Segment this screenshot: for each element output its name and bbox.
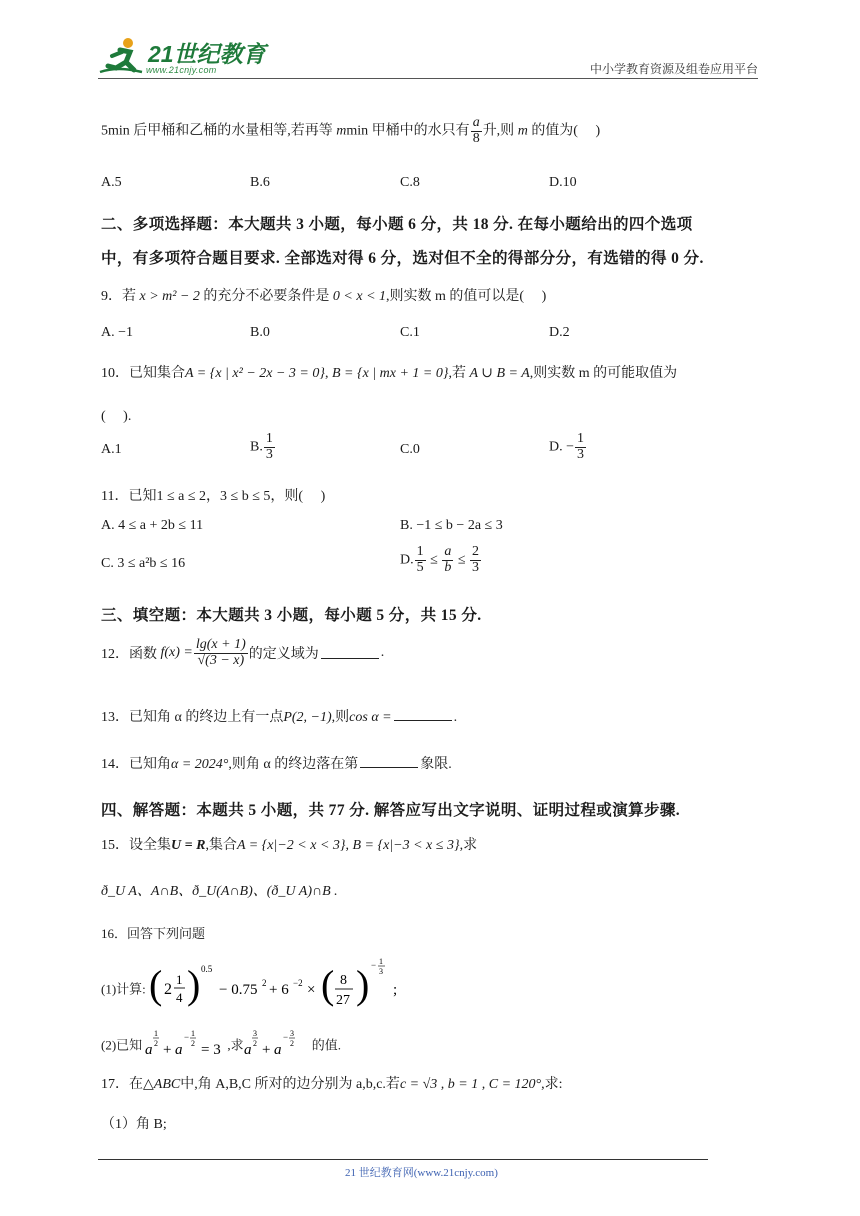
q10-option-a: A.1 (101, 442, 122, 457)
site-logo (98, 36, 268, 78)
svg-text:+ 6: + 6 (269, 982, 289, 998)
footer-divider (98, 1159, 708, 1160)
svg-text:+: + (163, 1042, 172, 1058)
q9-option-a: A. −1 (101, 325, 134, 340)
logo-url: www.21cnjy.com (146, 65, 217, 75)
q16-part2-condition (145, 1028, 227, 1060)
svg-text:): ) (187, 962, 201, 1007)
section-4-heading: 四、解答题：本题共 5 小题，共 77 分. 解答应写出文字说明、证明过程或演算步骤. (101, 802, 681, 819)
q10-option-c: C.0 (400, 442, 420, 457)
svg-text:2: 2 (191, 1039, 196, 1048)
header-divider (98, 78, 758, 79)
svg-text:3: 3 (289, 1029, 294, 1038)
svg-text:−: − (371, 960, 377, 970)
q16-part1-expression (149, 958, 429, 1018)
q16-title: 16．回答下列问题 (101, 926, 206, 941)
q8-option-a: A.5 (101, 175, 122, 190)
q10-option-d: D. − $\frac{1}{3}$ (549, 431, 585, 462)
q12-answer-blank[interactable] (321, 648, 379, 659)
svg-text:a: a (243, 1042, 252, 1058)
svg-text:(: ( (149, 962, 163, 1007)
q8-option-b: B.6 (250, 175, 270, 190)
q8-fraction: $\frac{a}{8}$ (472, 115, 480, 146)
q10-option-b: B. $\frac{1}{3}$ (250, 431, 273, 462)
q11-option-d: D. $\frac{1}{5}$ ≤ $\frac{a}{b}$ ≤ $\frac{2}{3}$ (400, 544, 479, 575)
svg-text:2: 2 (154, 1039, 159, 1048)
svg-text:4: 4 (176, 990, 183, 1005)
svg-text:3: 3 (252, 1029, 257, 1038)
platform-name: 中小学教育资源及组卷应用平台 (589, 62, 758, 76)
svg-text:;: ; (393, 982, 398, 998)
svg-text:27: 27 (336, 993, 351, 1008)
svg-text:a: a (175, 1042, 183, 1058)
q17-stem: 17．在△ABC中,角 A,B,C 所对的边分别为 a,b,c.若c = √3 , b = 1 , C = 120°,求: (101, 1077, 563, 1092)
q14-answer-blank[interactable] (360, 757, 418, 768)
svg-text:1: 1 (176, 972, 183, 987)
logo-text: 21世纪教育 (148, 41, 266, 67)
svg-text:×: × (307, 982, 316, 998)
q11-option-a: A. 4 ≤ a + 2b ≤ 11 (101, 518, 204, 533)
q15-stem: 15．设全集U = R,集合A = {x|−2 < x < 3}, B = {x|−3 < x ≤ 3},求 (101, 838, 478, 853)
q8-stem: 5min 后甲桶和乙桶的水量相等,若再等 mmin 甲桶中的水只有 $\frac{a}{8}$ 升,则 m 的值为( ) (101, 115, 601, 146)
svg-text:−: − (184, 1032, 190, 1042)
svg-text:8: 8 (340, 973, 348, 988)
svg-text:2: 2 (252, 1039, 257, 1048)
q13-answer-blank[interactable] (394, 710, 452, 721)
svg-text:a: a (145, 1042, 153, 1058)
footer-text[interactable]: 21 世纪教育网(www.21cnjy.com) (345, 1167, 498, 1179)
svg-text:a: a (273, 1042, 282, 1058)
svg-text:−2: −2 (293, 978, 303, 988)
q11-stem: 11．已知1 ≤ a ≤ 2，3 ≤ b ≤ 5，则( ) (101, 489, 326, 504)
svg-text:= 3: = 3 (201, 1042, 222, 1058)
svg-text:0.5: 0.5 (201, 964, 213, 974)
svg-text:1: 1 (379, 958, 384, 966)
q11-option-c: C. 3 ≤ a²b ≤ 16 (101, 556, 186, 571)
q13-stem: 13．已知角 α 的终边上有一点P(2, −1),则cos α = . (101, 710, 458, 725)
section-2-heading-line2: 中，有多项符合题目要求. 全部选对得 6 分，选对但不全的得部分分，有选错的得 0 分. (101, 250, 704, 267)
q9-option-b: B.0 (250, 325, 270, 340)
q11-option-b: B. −1 ≤ b − 2a ≤ 3 (400, 518, 503, 533)
q16-part2: (2)已知 a 1 2 + a − 1 2 = 3 ,求 a 3 2 + a − 3 2 的值. (101, 1029, 341, 1058)
svg-text:2: 2 (164, 981, 173, 998)
q15-targets: ð_U A、A∩B、ð_U(A∩B)、(ð_U A)∩B . (101, 884, 338, 899)
q10-stem-line2: ( ). (101, 409, 132, 424)
svg-text:+: + (261, 1042, 271, 1058)
q10-stem: 10．已知集合A = {x | x² − 2x − 3 = 0}, B = {x | mx + 1 = 0},若 A ∪ B = A,则实数 m 的可能取值为 (101, 366, 678, 381)
svg-text:−: − (282, 1032, 288, 1042)
q9-option-c: C.1 (400, 325, 420, 340)
q16-part1: (1)计算: ( 2 1 4 ) 0.5 − 0.75 2 + 6 −2 × ( 8 27 ) − 1 3 ; (101, 958, 429, 1018)
q8-option-c: C.8 (400, 175, 420, 190)
q12-stem: 12．函数 f(x) = $\frac{\lg(x + 1)}{√(3 - x)}$ 的定义域为 . (101, 637, 385, 668)
svg-text:(: ( (321, 962, 335, 1007)
svg-text:2: 2 (262, 978, 267, 988)
svg-text:− 0.75: − 0.75 (219, 982, 258, 998)
q8-option-d: D.10 (549, 175, 577, 190)
section-3-heading: 三、填空题：本大题共 3 小题，每小题 5 分，共 15 分. (101, 607, 482, 624)
svg-text:): ) (356, 962, 370, 1007)
svg-text:3: 3 (379, 967, 384, 976)
q9-option-d: D.2 (549, 325, 570, 340)
svg-text:2: 2 (289, 1039, 294, 1048)
q16-part2-target (244, 1028, 312, 1060)
runner-logo-icon (98, 36, 146, 78)
svg-text:1: 1 (154, 1029, 159, 1038)
q9-stem: 9．若 x > m² − 2 的充分不必要条件是 0 < x < 1,则实数 m 的值可以是( ) (101, 289, 547, 304)
q14-stem: 14．已知角α = 2024°,则角 α 的终边落在第 象限. (101, 757, 452, 772)
q17-part1: （1）角 B; (101, 1117, 167, 1132)
section-2-heading-line1: 二、多项选择题：本大题共 3 小题，每小题 6 分，共 18 分. 在每小题给出的四个选项 (101, 216, 693, 233)
svg-text:1: 1 (191, 1029, 196, 1038)
